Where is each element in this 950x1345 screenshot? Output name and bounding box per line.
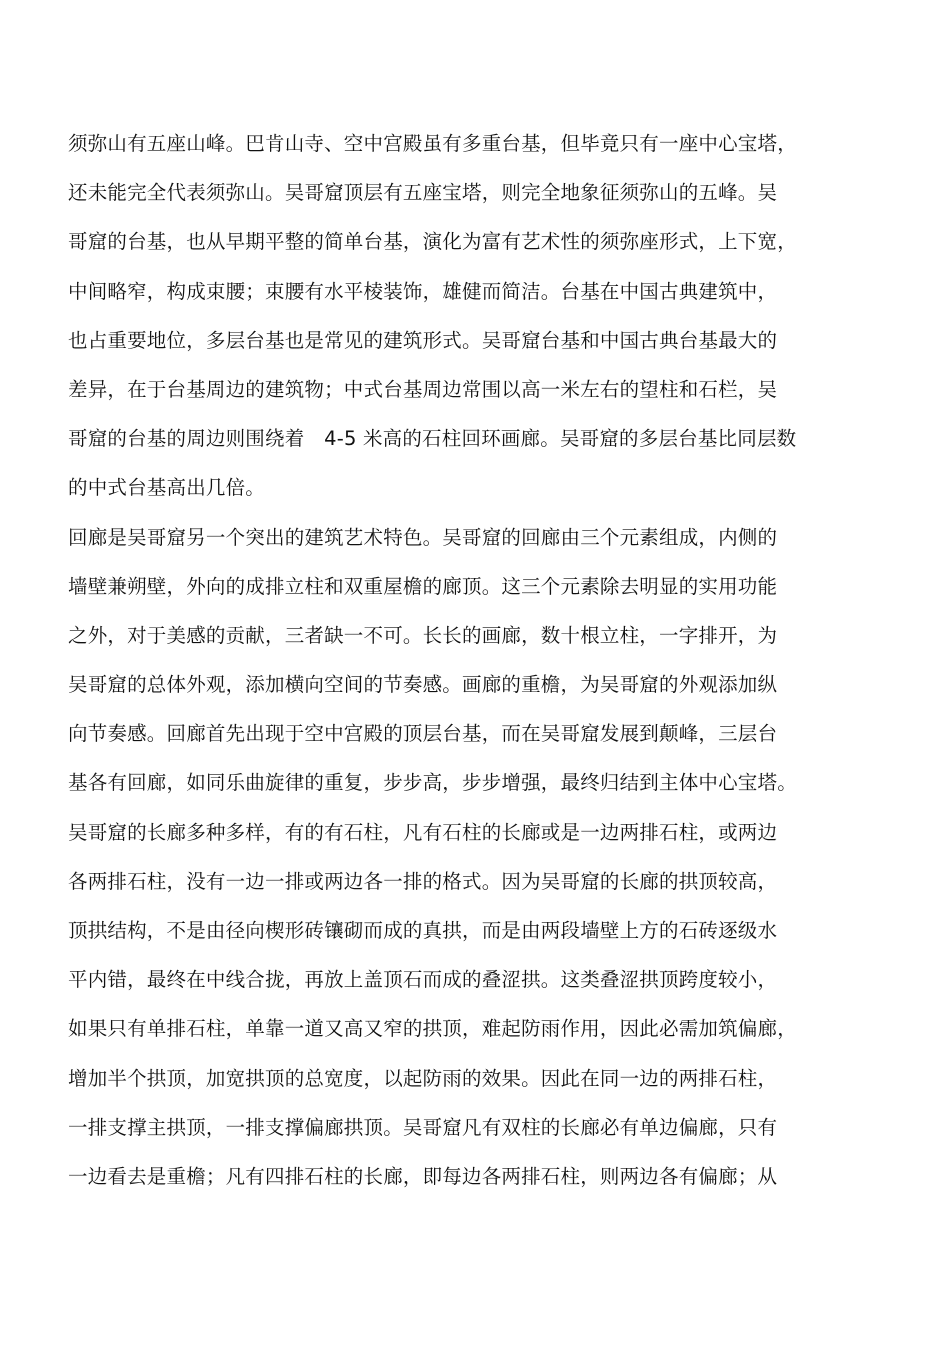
text-line: 向节奏感。回廊首先出现于空中宫殿的顶层台基，而在吴哥窟发展到颠峰，三层台 (68, 722, 778, 746)
text-line: 基各有回廊，如同乐曲旋律的重复，步步高，步步增强，最终归结到主体中心宝塔。 (68, 771, 797, 795)
text-line: 一边看去是重檐；凡有四排石柱的长廊，即每边各两排石柱，则两边各有偏廊；从 (68, 1164, 778, 1188)
text-line: 之外，对于美感的贡献，三者缺一不可。长长的画廊，数十根立柱，一字排开，为 (68, 623, 778, 647)
text-line: 须弥山有五座山峰。巴肯山寺、空中宫殿虽有多重台基，但毕竟只有一座中心宝塔， (68, 132, 797, 155)
body-text (68, 124, 868, 1206)
text-line: 差异，在于台基周边的建筑物；中式台基周边常围以高一米左右的望柱和石栏，吴 (68, 377, 778, 401)
text-line: 平内错，最终在中线合拢，再放上盖顶石而成的叠涩拱。这类叠涩拱顶跨度较小， (68, 968, 778, 992)
text-line: 顶拱结构，不是由径向楔形砖镶砌而成的真拱，而是由两段墙壁上方的石砖逐级水 (68, 919, 778, 942)
text-line: 吴哥窟的总体外观，添加横向空间的节奏感。画廊的重檐，为吴哥窟的外观添加纵 (68, 673, 778, 697)
text-line: 的中式台基高出几倍。 (68, 476, 266, 500)
text-line: 中间略窄，构成束腰；束腰有水平棱装饰，雄健而简洁。台基在中国古典建筑中， (68, 279, 778, 303)
text-line: 还未能完全代表须弥山。吴哥窟顶层有五座宝塔，则完全地象征须弥山的五峰。吴 (68, 181, 778, 205)
text-line: 墙壁兼朔壁，外向的成排立柱和双重屋檐的廊顶。这三个元素除去明显的实用功能 (68, 574, 778, 598)
text-line: 如果只有单排石柱，单靠一道又高又窄的拱顶，难起防雨作用，因此必需加筑偏廊， (68, 1017, 797, 1041)
text-line: 各两排石柱，没有一边一排或两边各一排的格式。因为吴哥窟的长廊的拱顶较高， (68, 869, 778, 893)
text-line: 一排支撑主拱顶，一排支撑偏廊拱顶。吴哥窟凡有双柱的长廊必有单边偏廊，只有 (68, 1115, 778, 1139)
text-line: 也占重要地位，多层台基也是常见的建筑形式。吴哥窟台基和中国古典台基最大的 (68, 328, 778, 352)
text-line: 哥窟的台基的周边则围绕着 4-5 米高的石柱回环画廊。吴哥窟的多层台基比同层数 (68, 427, 797, 451)
text-line: 增加半个拱顶，加宽拱顶的总宽度，以起防雨的效果。因此在同一边的两排石柱， (68, 1066, 778, 1090)
text-line: 吴哥窟的长廊多种多样，有的有石柱，凡有石柱的长廊或是一边两排石柱，或两边 (68, 820, 778, 844)
text-line: 哥窟的台基，也从早期平整的简单台基，演化为富有艺术性的须弥座形式，上下宽， (68, 230, 797, 254)
text-line: 回廊是吴哥窟另一个突出的建筑艺术特色。吴哥窟的回廊由三个元素组成，内侧的 (68, 525, 778, 549)
